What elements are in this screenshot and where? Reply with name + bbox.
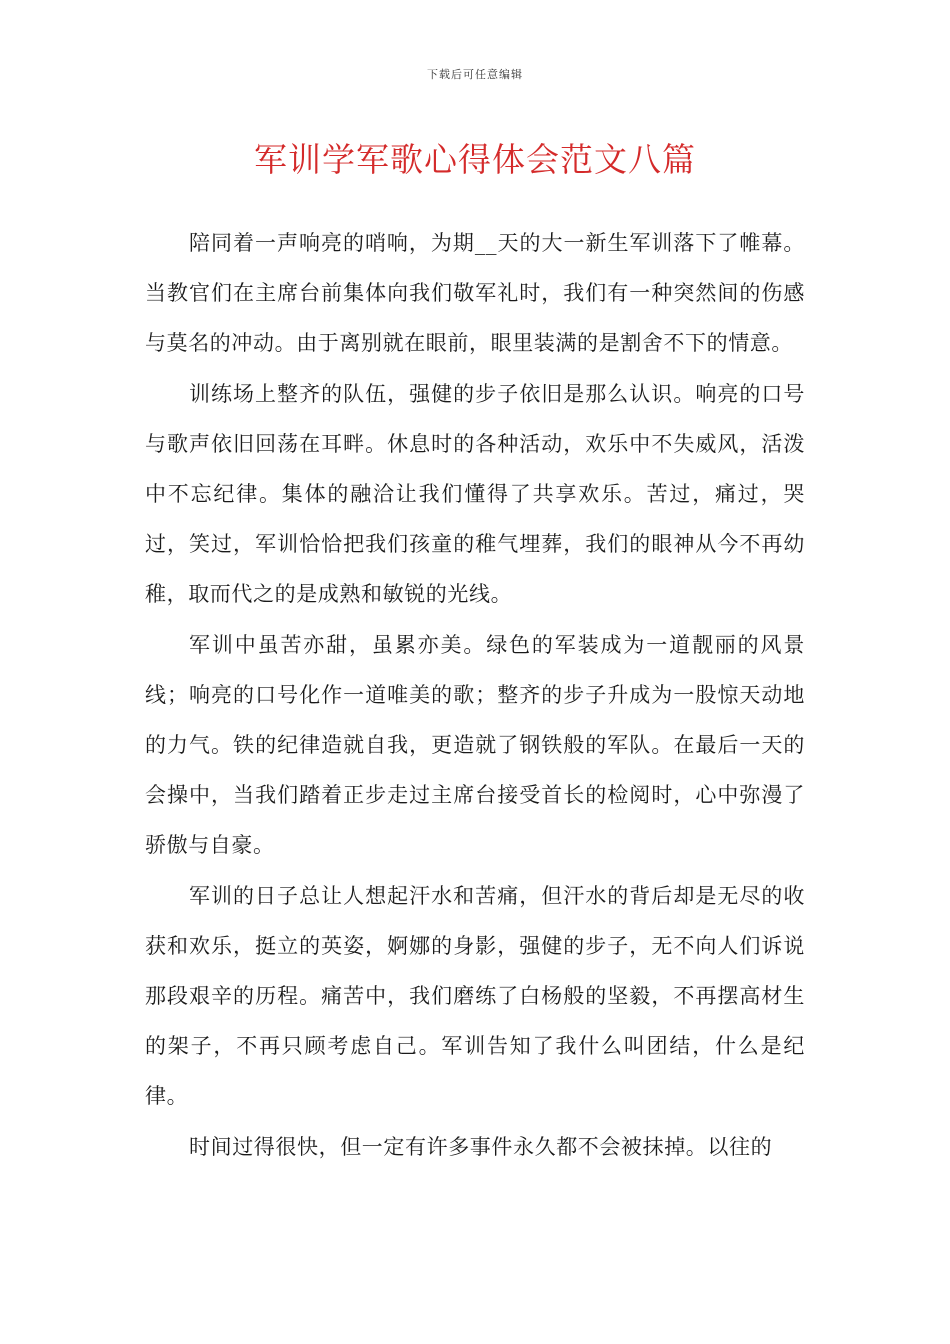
paragraph: 训练场上整齐的队伍，强健的步子依旧是那么认识。响亮的口号与歌声依旧回荡在耳畔。休息时的各种活动，欢乐中不失威风，活泼中不忘纪律。集体的融洽让我们懂得了共享欢乐。苦过，痛过，哭过，笑过，军训恰恰把我们孩童的稚气埋葬，我们的眼神从今不再幼稚，取而代之的是成熟和敏锐的光线。 [145, 381, 805, 607]
paragraph: 军训的日子总让人想起汗水和苦痛，但汗水的背后却是无尽的收获和欢乐，挺立的英姿，婀娜的身影，强健的步子，无不向人们诉说那段艰辛的历程。痛苦中，我们磨练了白杨般的坚毅，不再摆高材生的架子，不再只顾考虑自己。军训告知了我什么叫团结，什么是纪律。 [145, 883, 805, 1109]
document-title: 军训学军歌心得体会范文八篇 [254, 140, 696, 179]
paragraph: 陪同着一声响亮的哨响，为期__天的大一新生军训落下了帷幕。当教官们在主席台前集体向我们敬军礼时，我们有一种突然间的伤感与莫名的冲动。由于离别就在眼前，眼里装满的是割舍不下的情意。 [145, 231, 805, 356]
paragraph: 时间过得很快，但一定有许多事件永久都不会被抹掉。以往的 [189, 1134, 773, 1159]
header-note: 下载后可任意编辑 [427, 68, 523, 81]
paragraph: 军训中虽苦亦甜，虽累亦美。绿色的军装成为一道靓丽的风景线；响亮的口号化作一道唯美的歌；整齐的步子升成为一股惊天动地的力气。铁的纪律造就自我，更造就了钢铁般的军队。在最后一天的会操中，当我们踏着正步走过主席台接受首长的检阅时，心中弥漫了骄傲与自豪。 [145, 632, 805, 858]
document-body [145, 218, 805, 1172]
